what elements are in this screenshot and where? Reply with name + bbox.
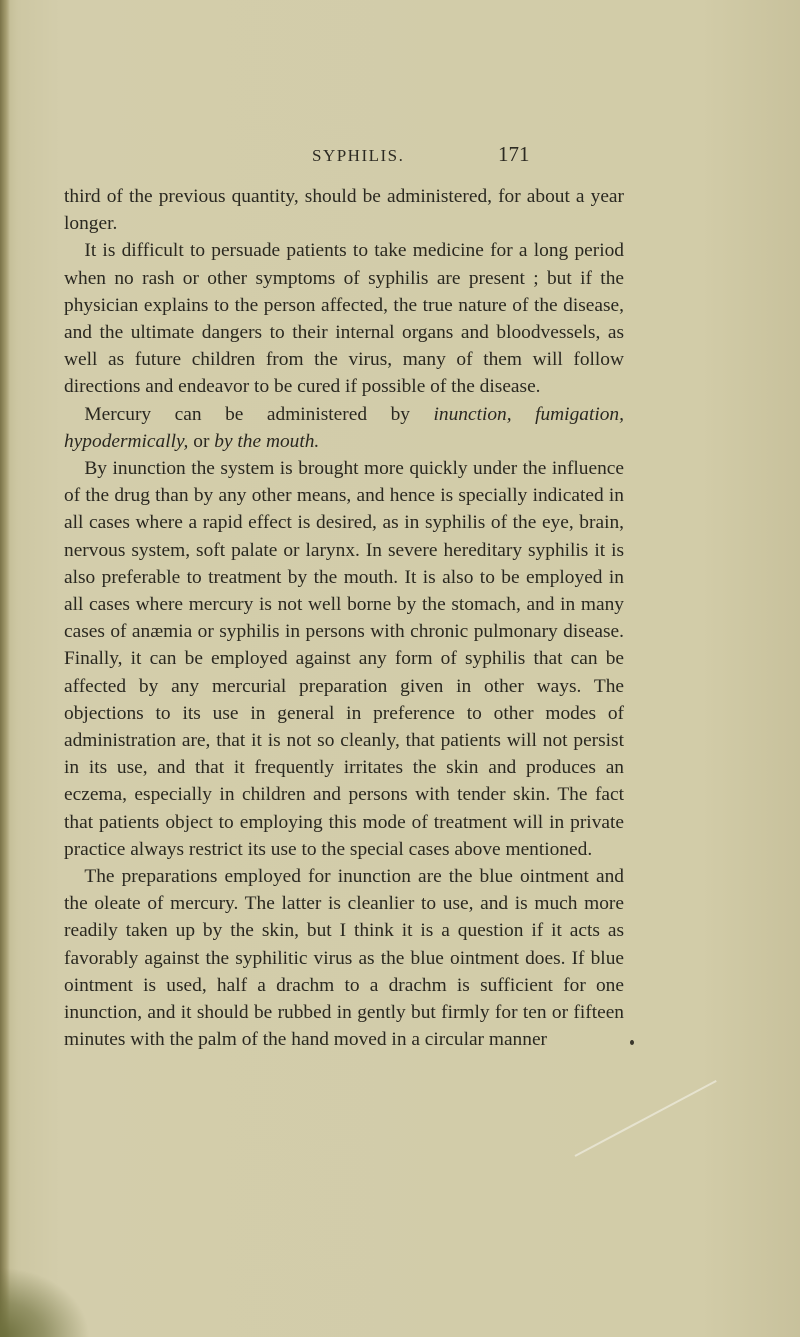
paragraph-persuasion: It is difficult to persuade patients to take medicine for a long period when no rash or other symptoms of syphilis are present ; but if the physician explains to the person affected, the true nature of the disease, and the ultimate dangers to their internal organs and bloodvessels, as well as future children from the virus, many of them will follow directions and endeavor to be cured if possible of the disease. bbox=[64, 240, 624, 398]
paper-crease bbox=[575, 1080, 717, 1157]
methods-or-text: or bbox=[188, 430, 215, 452]
running-head-title: SYPHILIS. bbox=[312, 146, 405, 165]
methods-lead-text: Mercury can be administered by bbox=[84, 403, 434, 425]
body-text bbox=[64, 183, 624, 1054]
running-head bbox=[0, 140, 800, 170]
paragraph-inunction: By inunction the system is brought more quickly under the influence of the drug than by any other means, and hence is specially indicated in all cases where a rapid effect is desired, as in syphilis of the eye, brain, nervous system, soft palate or larynx. In severe hereditary syphilis it is also preferable to treatment by the mouth. It is also to be employed in all cases where mercury is not well borne by the stomach, and in many cases of anæmia or syphilis in persons with chronic pulmonary disease. Finally, it can be employed against any form of syphilis that can be affected by any mercurial preparation given in other ways. The objections to its use in general in preference to other modes of administration are, that it is not so cleanly, that patients will not persist in its use, and that it frequently irritates the skin and produces an eczema, especially in children and persons with tender skin. The fact that patients object to employing this mode of treatment will in private practice always restrict its use to the special cases above mentioned. bbox=[64, 458, 624, 860]
ink-speck bbox=[630, 1040, 634, 1045]
paragraph-continuation: third of the previous quantity, should be administered, for about a year longer. bbox=[64, 186, 624, 235]
paragraph-preparations: The preparations employed for inunction are the blue ointment and the oleate of mercury. The latter is cleanlier to use, and is much more readily taken up by the skin, but I think it is a question if it acts as favorably against the syphilitic virus as the blue ointment does. If blue ointment is used, half a drachm to a drachm is sufficient for one inunction, and it should be rubbed in gently but firmly for ten or fifteen minutes with the palm of the hand moved in a circular manner bbox=[64, 866, 624, 1051]
methods-mouth: by the mouth. bbox=[214, 430, 320, 452]
page-number: 171 bbox=[498, 142, 530, 166]
page-binding-edge bbox=[0, 0, 10, 1337]
methods-list: inunction, fumigation, hypodermically, bbox=[64, 403, 624, 452]
page-corner-shadow bbox=[0, 1267, 90, 1337]
paragraph-administration-methods bbox=[64, 401, 624, 455]
